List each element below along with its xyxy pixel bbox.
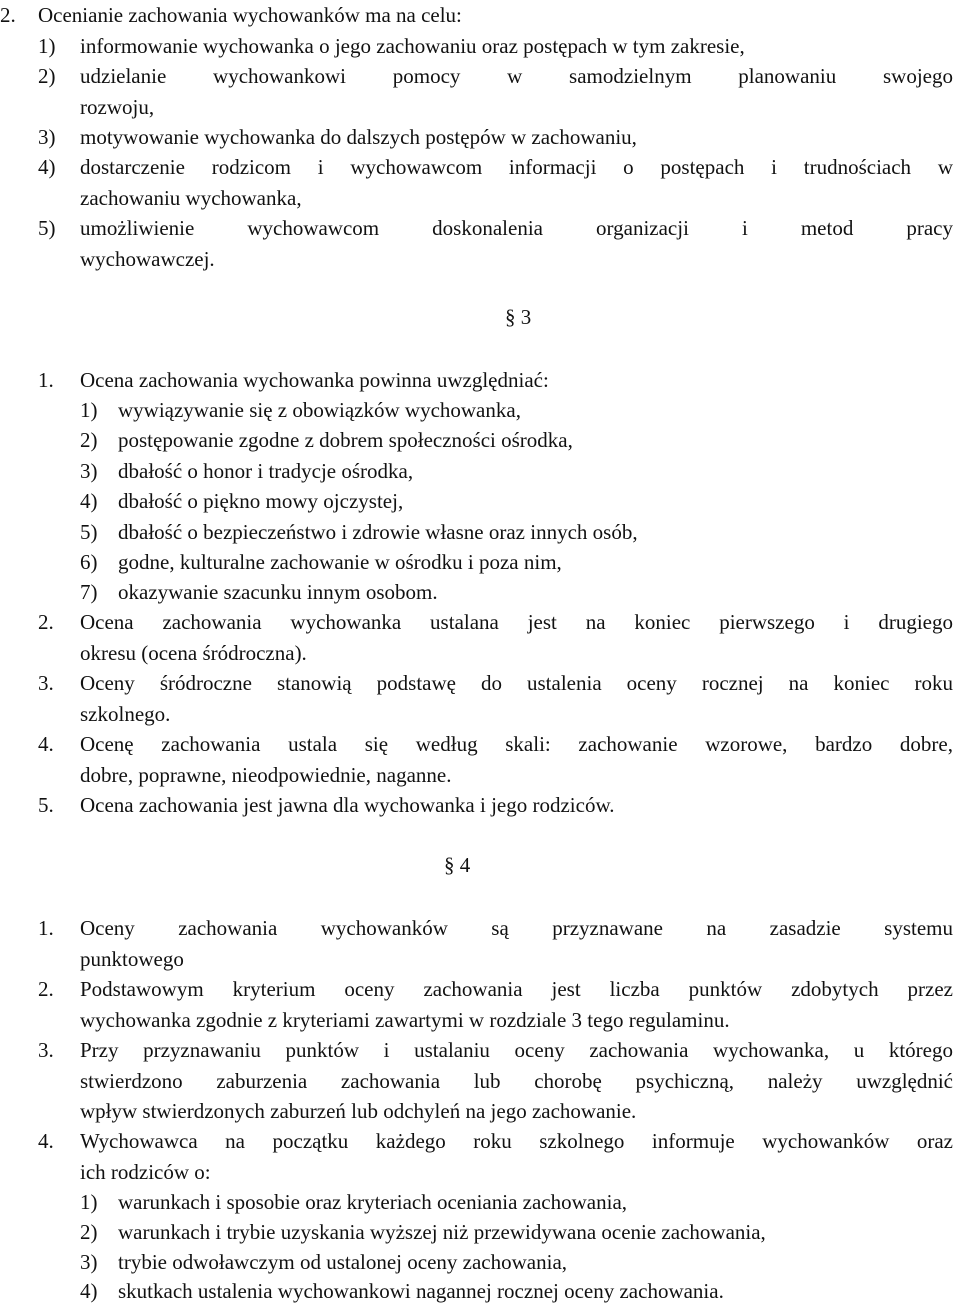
item-text: okresu (ocena śródroczna).	[80, 640, 307, 665]
sub-item-number: 2)	[80, 428, 98, 452]
sub-list-item	[38, 122, 953, 153]
sub-item-text: wychowawczej.	[80, 246, 215, 271]
sub-list-item	[80, 395, 950, 426]
list-item	[38, 729, 953, 790]
item-number: 2.	[38, 610, 54, 634]
list-item	[38, 974, 953, 1035]
sub-item-text: udzielanie wychowankowi pomocy w samodzielnym planowaniu swojego	[80, 64, 953, 88]
item-text: Oceny zachowania wychowanków są przyznawane na zasadzie systemu	[80, 916, 953, 940]
item-number: 4.	[38, 1129, 54, 1153]
item-text: wpływ stwierdzonych zaburzeń lub odchyleń na jego zachowanie.	[80, 1099, 637, 1123]
sub-item-number: 2)	[38, 64, 56, 88]
sub-item-text: zachowaniu wychowanka,	[80, 185, 302, 210]
sub-list-item	[80, 425, 950, 456]
item-number: 3.	[38, 671, 54, 695]
sub-item-text: informowanie wychowanka o jego zachowaniu oraz postępach w tym zakresie,	[80, 34, 745, 58]
sub-item-text: motywowanie wychowanka do dalszych postępów w zachowaniu,	[80, 125, 637, 149]
item-number: 1.	[38, 916, 54, 940]
sub-item-number: 6)	[80, 550, 98, 574]
list-item	[0, 0, 960, 31]
sub-item-text: dbałość o piękno mowy ojczystej,	[118, 489, 404, 513]
list-item	[38, 365, 953, 396]
sub-list-item	[80, 486, 950, 517]
sub-item-number: 3)	[80, 1250, 98, 1274]
item-text: Podstawowym kryterium oceny zachowania jest liczba punktów zdobytych przez	[80, 977, 953, 1001]
sub-list-item	[38, 31, 953, 62]
sub-item-text: warunkach i trybie uzyskania wyższej niż przewidywana ocenie zachowania,	[118, 1220, 766, 1244]
item-text: Oceny śródroczne stanowią podstawę do ustalenia oceny rocznej na koniec roku	[80, 671, 953, 695]
item-number: 3.	[38, 1038, 54, 1062]
list-item	[38, 913, 953, 974]
item-text: szkolnego.	[80, 701, 171, 726]
item-text: ich rodziców o:	[80, 1159, 211, 1184]
sub-list-item	[80, 1187, 950, 1218]
sub-item-number: 7)	[80, 580, 98, 604]
sub-list-item	[80, 577, 950, 608]
sub-item-text: skutkach ustalenia wychowankowi nagannej rocznej oceny zachowania.	[118, 1279, 724, 1303]
item-text: Ocena zachowania wychowanka ustalana jest na koniec pierwszego i drugiego	[80, 610, 953, 634]
list-item	[38, 1126, 953, 1187]
sub-item-text: dostarczenie rodzicom i wychowawcom informacji o postępach i trudnościach w	[80, 155, 953, 179]
sub-item-number: 5)	[80, 520, 98, 544]
sub-item-text: godne, kulturalne zachowanie w ośrodku i poza nim,	[118, 550, 562, 574]
list-item	[38, 668, 953, 729]
sub-item-text: dbałość o honor i tradycje ośrodka,	[118, 459, 414, 483]
sub-item-text: trybie odwoławczym od ustalonej oceny zachowania,	[118, 1250, 568, 1274]
section-header: § 4	[444, 853, 471, 877]
section-header: § 3	[505, 305, 532, 329]
sub-item-number: 1)	[80, 398, 98, 422]
sub-item-number: 3)	[38, 125, 56, 149]
sub-item-number: 3)	[80, 459, 98, 483]
item-text: Ocenę zachowania ustala się według skali: zachowanie wzorowe, bardzo dobre,	[80, 732, 953, 756]
sub-item-number: 5)	[38, 216, 56, 240]
sub-item-number: 1)	[38, 34, 56, 58]
sub-item-number: 1)	[80, 1190, 98, 1214]
sub-item-text: postępowanie zgodne z dobrem społeczności ośrodka,	[118, 428, 573, 452]
sub-list-item	[38, 152, 953, 213]
item-text: Ocena zachowania jest jawna dla wychowanka i jego rodziców.	[80, 793, 615, 817]
item-text: Ocenianie zachowania wychowanków ma na celu:	[38, 3, 462, 27]
sub-list-item	[80, 547, 950, 578]
sub-item-text: warunkach i sposobie oraz kryteriach oceniania zachowania,	[118, 1190, 628, 1214]
list-item	[38, 790, 953, 821]
sub-item-text: okazywanie szacunku innym osobom.	[118, 580, 438, 604]
sub-list-item	[80, 1217, 950, 1248]
sub-list-item	[80, 517, 950, 548]
item-text: stwierdzono zaburzenia zachowania lub chorobę psychiczną, należy uwzględnić	[80, 1068, 953, 1093]
sub-item-text: dbałość o bezpieczeństwo i zdrowie własne oraz innych osób,	[118, 520, 638, 544]
list-item	[38, 1035, 953, 1127]
sub-list-item	[38, 61, 953, 122]
sub-item-text: rozwoju,	[80, 94, 155, 119]
item-number: 2.	[0, 3, 16, 27]
item-number: 1.	[38, 368, 54, 392]
item-text: punktowego	[80, 946, 184, 971]
sub-item-text: wywiązywanie się z obowiązków wychowanka,	[118, 398, 521, 422]
item-number: 2.	[38, 977, 54, 1001]
item-number: 5.	[38, 793, 54, 817]
list-item	[38, 607, 953, 668]
sub-list-item	[80, 456, 950, 487]
sub-item-text: umożliwienie wychowawcom doskonalenia organizacji i metod pracy	[80, 216, 953, 240]
item-number: 4.	[38, 732, 54, 756]
item-text: Przy przyznawaniu punktów i ustalaniu oceny zachowania wychowanka, u którego	[80, 1038, 953, 1062]
sub-list-item	[80, 1247, 950, 1278]
sub-item-number: 4)	[38, 155, 56, 179]
sub-list-item	[38, 213, 953, 274]
sub-list-item	[80, 1276, 950, 1307]
item-text: Ocena zachowania wychowanka powinna uwzględniać:	[80, 368, 549, 392]
item-text: Wychowawca na początku każdego roku szkolnego informuje wychowanków oraz	[80, 1129, 953, 1153]
sub-item-number: 2)	[80, 1220, 98, 1244]
item-text: dobre, poprawne, nieodpowiednie, naganne.	[80, 762, 452, 787]
sub-item-number: 4)	[80, 1279, 98, 1303]
item-text: wychowanka zgodnie z kryteriami zawartymi w rozdziale 3 tego regulaminu.	[80, 1007, 730, 1032]
sub-item-number: 4)	[80, 489, 98, 513]
